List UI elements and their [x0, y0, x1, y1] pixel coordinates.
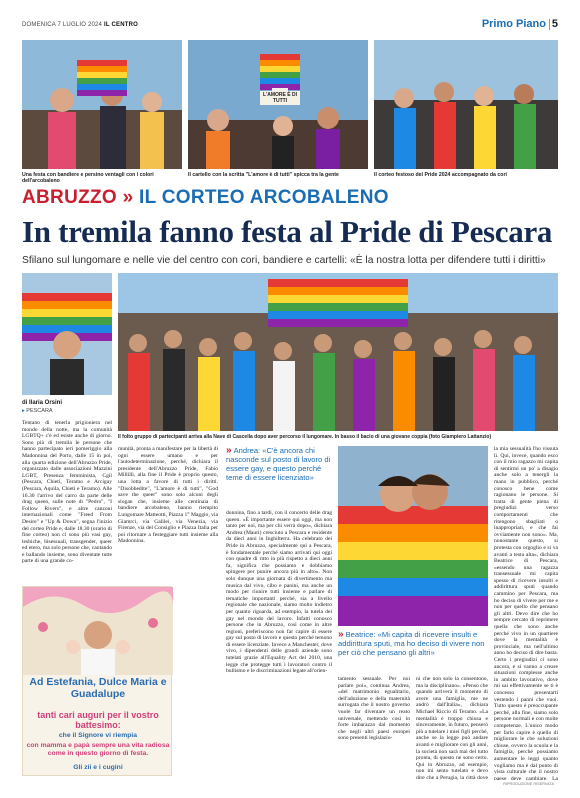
sign-love-is-for-everyone: L'AMORE È DI TUTTI [260, 91, 300, 105]
article-column-6: la mia sessualità l'ho vissuta lì. Qui, invece, quando esco con il mio ragazzo mi capita di sentirmi un po' a disagio anche solo a tenergli la mano in pubblico, perché conosco bene come ragionano le persone. Si tratta di gente piena di pregiudizi verso comportamenti che ritengono sbagliati o inappropriati, e che fai ovviamente non sono». Ma, nonostante questo, si protesta con orgoglio e si va avanti a testa alta», dichiara Beatrice di Pescara, «essendo una ragazza transessuale mi capita spesso di ricevere insulti e addirittura sputi quando cammino per Pescara, ma ho deciso di vivere per me e non per quello che pensano gli altri. Devo dire che ho sempre cercato di reprimere quella che sono anche perché vivo in un quartiere dove la mentalità è provinciale, ma nell'ultimo anno ho deciso di dire basta. Certo i pregiudizi ci sono ancora, e si vanno a creare situazioni complesse anche in ambito lavorativo, dove mi sai effettivamente se ti è concesso presentarti vestendo i panni che vuoi. Tutto questo è preoccupante perché, alla fine, siamo solo persone normali e con molte competenze. L'unico modo per farlo capire è quello di migliorare le che soluzioni chiuse, ovvero la scuola e la famiglia, perché possiamo aumentare le leggi quanto vogliamo ma è dal punto di vista culturale che il nostro paese deve cambiare. La [494, 446, 558, 780]
headline: In tremila fanno festa al Pride di Pescara [22, 214, 553, 249]
kicker-topic: IL CORTEO ARCOBALENO [139, 187, 389, 208]
ad-message: con mamma e papà sempre una vita radiosa come in questo giorno di festa. [26, 742, 170, 757]
pull-quote-andrea-text: Andrea: «C'è ancora chi nasconde sul posto di lavoro di essere gay, e questo perché teme di essere licenziato» [226, 446, 331, 482]
photo-parade-crowd [374, 40, 558, 169]
ad-photo [23, 587, 173, 675]
ad-signature: Gli zii e i cugini [73, 764, 123, 771]
byline [22, 400, 62, 414]
caption-photo-3: Il corteo festoso del Pride 2024 accompagnato da cori [374, 172, 507, 178]
subheadline: Sfilano sul lungomare e nelle vie del centro con cori, bandiere e cartelli: «È la nostra lotta per difendere tutti i diritti» [22, 255, 546, 266]
ad-names: Ad Estefania, Dulce Maria e Guadalupe [29, 676, 167, 700]
article-kicker [22, 187, 389, 209]
caption-main-photo: Il folto gruppo di partecipanti arriva alla Nave di Cascella dopo aver percorso il lungomare. In basso il bacio di una giovane coppia (foto Giampiero Lattanzio) [118, 434, 492, 440]
pull-quote-beatrice [338, 630, 488, 657]
photo-woman-with-flag [22, 273, 112, 395]
pull-quote-beatrice-text: Beatrice: «Mi capita di ricevere insulti e addirittura sputi, ma ho deciso di vivere non per ciò che pensano gli altri» [338, 630, 485, 657]
article-column-1: Tentano di tenerla prigioniera nel mondo della notte, ma la comunità LGBTQ+ c'è ed esiste anche di giorno. Sono più di tremila le persone che hanno partecipato ieri pomeriggio alla Madonnina del Porto, dalle 15 in poi, alla quarta edizione dell'Abruzzo Pride, organizzato dalle associazioni Mazzini LGBT, Presenza femminista, Cgil (Pescara, Chieti, Teramo e Arcigay (Pescara, Aquila, Chieti e Teramo). Alle 16.30 l'arrivo del carro da parte delle drag queen, sulle note di "Pedro", "I Follow Rivers", e altre canzoni internazionali come "Freed From Desire" e "Up & Down", segna l'inizio del corteo Pride e, dalle 18.30 (orario di fine corteo) non ci sono più vasi gay, lesbiche, bisessuali, transgender, queer ed etero, ma solo persone che, cantando e ballando insieme, sono diventate tutte parte di una grande co- [22, 420, 112, 565]
paper-name: IL CENTRO [103, 22, 139, 28]
caption-photo-2: Il cartello con la scritta "L'amore è di tutti" spicca tra la gente [188, 172, 339, 178]
kicker-separator: » [122, 187, 134, 208]
article-column-5: ni che non solo la consentono, ma la disciplinano». «Penso che quando arriverà il momento di avere una famiglia, me ne andrò dall'Italia», dichiara Michael Riccio di Teramo. «La mentalità è troppo chiusa e sinceramente, in futuro, penserò più a tutelare i miei figli perché, anche se la legge può andare avanti e migliorare con gli anni, la società non sarà mai del tutto pronta, di questo ne sono certo. Qui in Abruzzo, ad esempio, non mi sento tutelato e devo dire che a Perugia, la città dove [416, 676, 488, 781]
article-column-2: munità, pronta a manifestare per la libertà di ogni essere umano e per l'autodeterminazione, perché, dichiara il presidente dell'Abruzzo Pride, Fabio Millilli, alla fine il Pride è proprio questo, una lotta a favore di tutti i diritti. "Disobbedite", "L'amore è di tutti", "God save the queer" sono solo alcuni degli slogan che, insieme alle centinaia di bandiere arcobaleno, hanno riempito Lungomare Matteotti, Piazza 1° Maggio, via Giamrci, via Galilei, via Venezia, via Firenze, via del Consiglio e Piazza Italia per poi ritornare a festeggiare tutti insieme alla Madonnina. [118, 446, 218, 545]
caption-photo-1: Una festa con bandiere e persino ventagli con i colori dell'arcobaleno [22, 172, 154, 185]
photo-main-parade [118, 273, 558, 431]
photo-rainbow-fans [22, 40, 182, 169]
photo-couple-kiss [338, 446, 488, 626]
article-column-4: tamento sessuale. Per noi parlare poi», continua Andrea, «del matrimonio egualitario, dell'adozione e della maternità surrogata che il nostro governo vuole far diventare un reato universale, mettendo così in forte imbarazzo dal momento che negli altri paesi europei sono presenti legislazio- [338, 676, 410, 742]
article-column-3: donnina, fino a tardi, con il concerto delle drag queen. «È importante essere qui oggi, ma non tanto per noi, ma per chi verrà dopo», dichiara Andrea (Mauri) cresciuto a Pescara e residente da dieci anni in Inghilterra. Ha celebrato dei Pride in Abruzzo, specialmente qui a Pescara, è fondamentale perché siamo arrivati qui oggi con quadre di ritto in più rispetto a dieci anni fa, significa che possiamo e dobbiamo spingere per punire ancora più in alto». Non solo dunque una giornata di divertimento ma musica dal vivo, cibo e panini, ma anche un modo per riunire tutti insieme e parlare di tematiche importanti perché, sia a livello regionale che nazionale, siamo molto indietro per quanto riguarda, ad esempio, la tutela dei gay nel mondo del lavoro. Infatti conosco persone che in Abruzzo, così come in altre regioni, preferiscono non far capire di essere gay sul posto di lavoro e questo perché temono di essere licenziate. Invece a Manchester, dove vivo, i dipendenti delle grandi aziende sono tutelati grazie all'Equality Act del 2010, una legge che protegge tutti i lavoratori contro il bullismo e le discriminazioni legate all'orien- [226, 510, 332, 675]
ad-wishes: tanti cari auguri per il vostro battesimo: [37, 710, 159, 730]
dateline-location: ▸ PESCARA [22, 408, 62, 414]
quote-mark-icon: » [226, 445, 232, 456]
pull-quote-andrea [226, 446, 332, 482]
date-line [22, 22, 138, 28]
kicker-region: ABRUZZO [22, 187, 117, 208]
copyright-tag: RIPRODUZIONE RISERVATA [503, 782, 554, 786]
section-name: Primo Piano [481, 18, 546, 30]
author: di Ilaria Orsini [22, 400, 63, 406]
page-number: 5 [551, 18, 558, 30]
greetings-ad [22, 586, 172, 776]
quote-mark-icon: » [338, 629, 344, 640]
ad-blessing: che il Signore vi riempia [58, 732, 138, 739]
issue-date: DOMENICA 7 LUGLIO 2024 [22, 22, 103, 28]
section-divider [549, 19, 550, 30]
page-header [0, 0, 580, 34]
